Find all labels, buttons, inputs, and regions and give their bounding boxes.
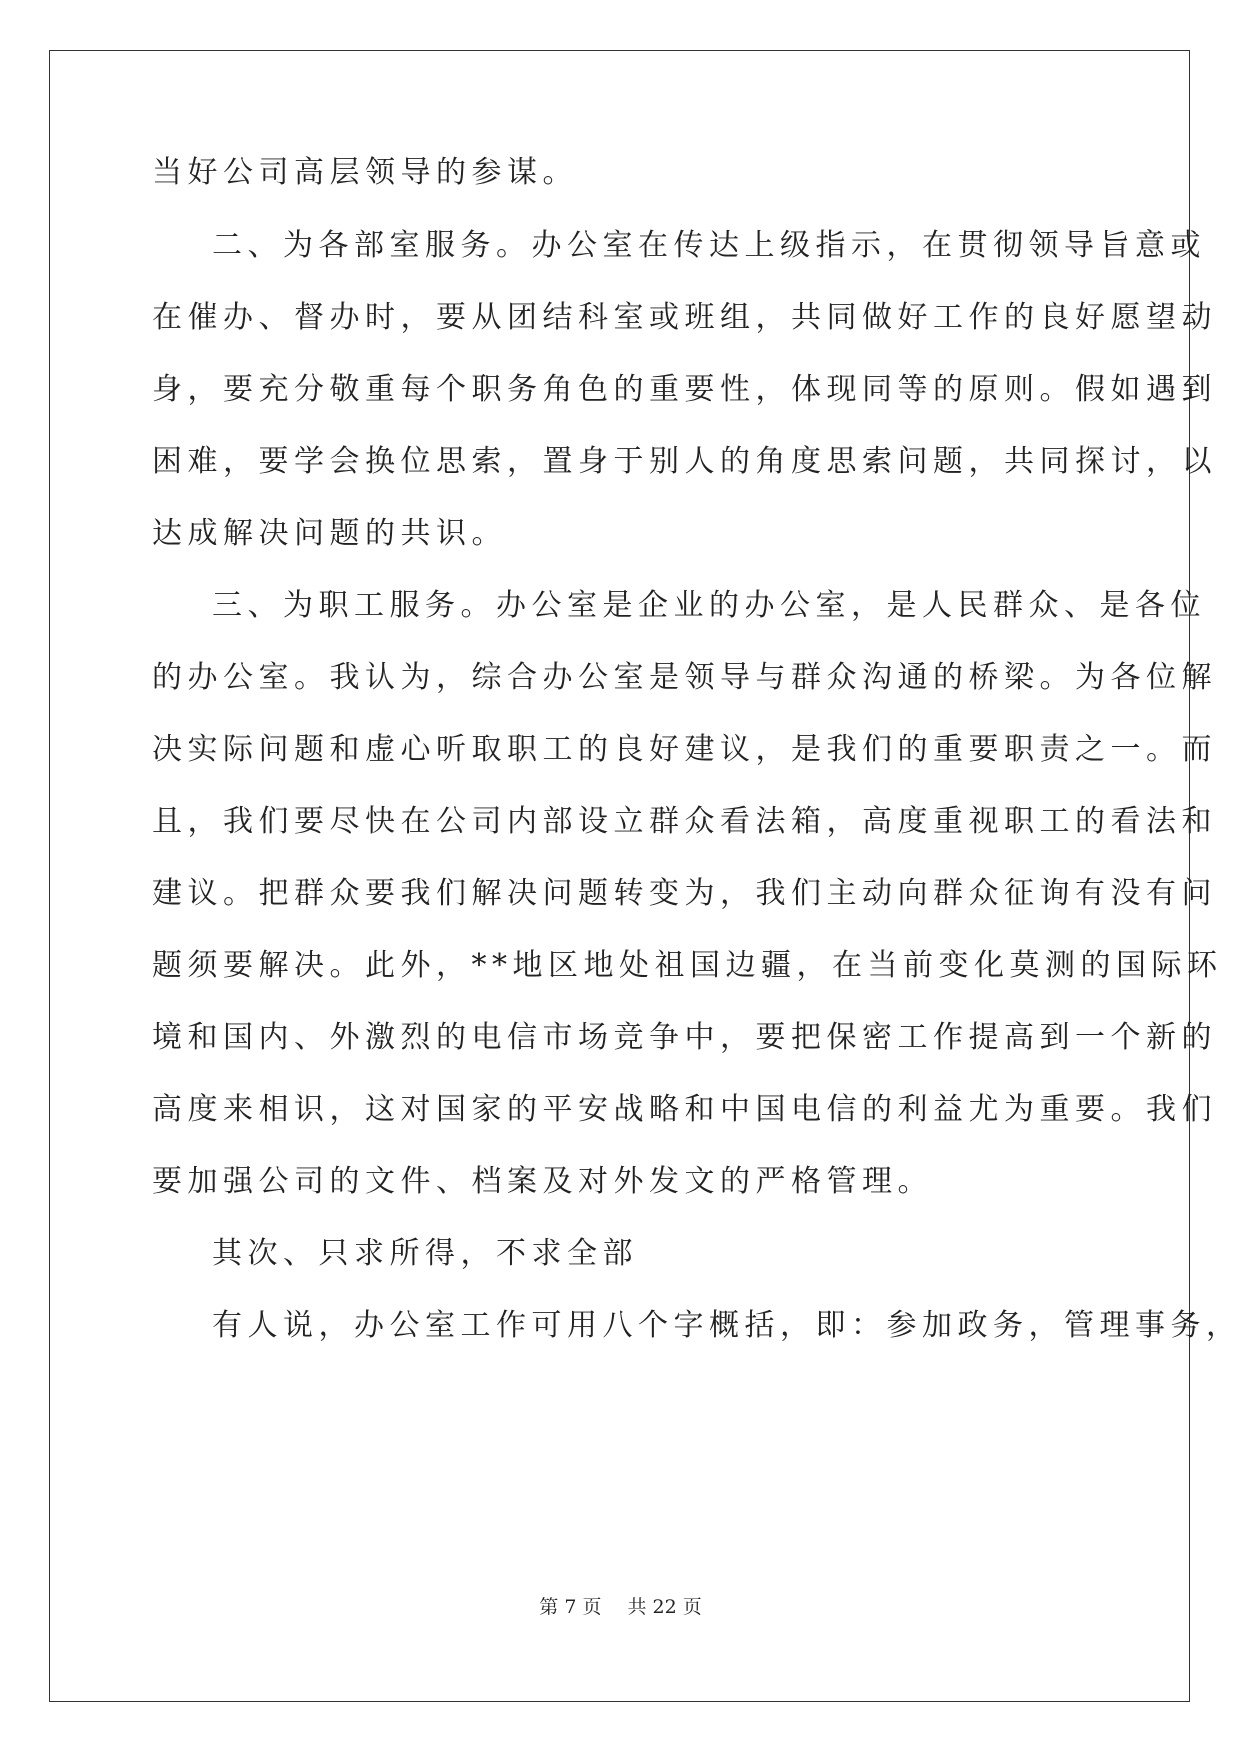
- text-line: 困难，要学会换位思索，置身于别人的角度思索问题，共同探讨，以: [152, 444, 1217, 479]
- page-number: 第 7 页: [539, 1596, 602, 1618]
- text-line: 的办公室。我认为，综合办公室是领导与群众沟通的桥梁。为各位解: [152, 660, 1217, 695]
- text-line: 高度来相识，这对国家的平安战略和中国电信的利益尤为重要。我们: [152, 1092, 1217, 1127]
- text-line: 当好公司高层领导的参谋。: [152, 155, 578, 190]
- text-line: 决实际问题和虚心听取职工的良好建议，是我们的重要职责之一。而: [152, 732, 1217, 767]
- page-footer: [0, 1595, 1241, 1619]
- text-line: 身，要充分敬重每个职务角色的重要性，体现同等的原则。假如遇到: [152, 372, 1217, 407]
- text-line: 二、为各部室服务。办公室在传达上级指示，在贯彻领导旨意或: [212, 228, 1206, 263]
- section-heading: 其次、只求所得，不求全部: [212, 1236, 638, 1271]
- text-line: 在催办、督办时，要从团结科室或班组，共同做好工作的良好愿望动: [152, 300, 1217, 335]
- text-line: 且，我们要尽快在公司内部设立群众看法箱，高度重视职工的看法和: [152, 804, 1217, 839]
- text-line: 题须要解决。此外，**地区地处祖国边疆，在当前变化莫测的国际环: [152, 948, 1223, 983]
- text-line: 境和国内、外激烈的电信市场竞争中，要把保密工作提高到一个新的: [152, 1020, 1217, 1055]
- text-line: 建议。把群众要我们解决问题转变为，我们主动向群众征询有没有问: [152, 876, 1217, 911]
- text-line: 要加强公司的文件、档案及对外发文的严格管理。: [152, 1164, 933, 1199]
- total-pages: 共 22 页: [627, 1596, 702, 1618]
- text-line: 三、为职工服务。办公室是企业的办公室，是人民群众、是各位: [212, 588, 1206, 623]
- text-line: 达成解决问题的共识。: [152, 516, 507, 551]
- text-line: 有人说，办公室工作可用八个字概括，即：参加政务，管理事务，: [212, 1308, 1241, 1343]
